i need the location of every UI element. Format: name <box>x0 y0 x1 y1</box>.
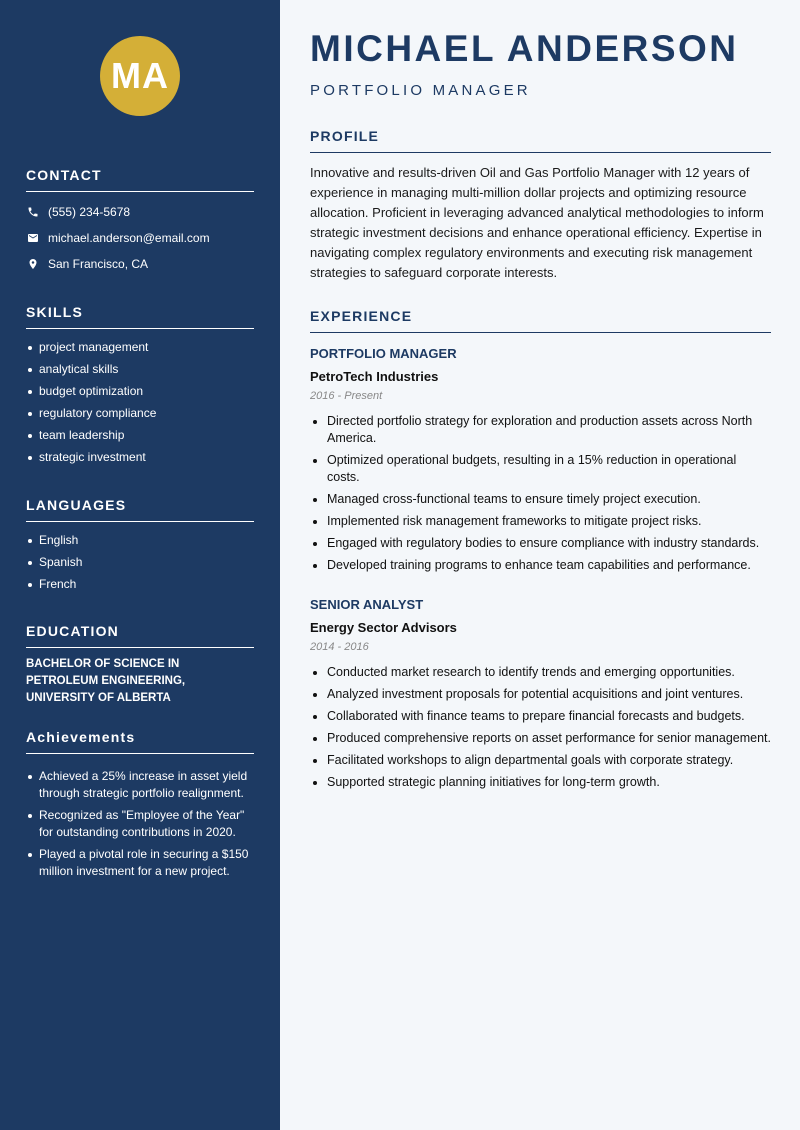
phone-text: (555) 234-5678 <box>48 205 131 219</box>
language-item: French <box>26 576 254 592</box>
skill-item: strategic investment <box>26 449 254 465</box>
job-bullet: Analyzed investment proposals for potential acquisitions and joint ventures. <box>310 686 772 703</box>
contact-section <box>26 167 254 272</box>
achievement-item: Played a pivotal role in securing a $150 million investment for a new project. <box>26 846 254 880</box>
skill-item: project management <box>26 339 254 355</box>
language-item: English <box>26 532 254 548</box>
email-text: michael.anderson@email.com <box>48 231 210 245</box>
job-bullet: Managed cross-functional teams to ensure timely project execution. <box>310 491 772 508</box>
skill-item: regulatory compliance <box>26 405 254 421</box>
skill-item: budget optimization <box>26 383 254 399</box>
experience-heading: EXPERIENCE <box>310 308 771 333</box>
education-section <box>26 623 254 707</box>
job-dates: 2016 - Present <box>310 390 383 402</box>
achievements-heading: Achievements <box>26 729 254 754</box>
skill-item: team leadership <box>26 427 254 443</box>
languages-section <box>26 497 254 598</box>
job-bullets <box>310 664 772 791</box>
skills-list <box>26 339 254 465</box>
job-entry <box>310 597 772 796</box>
job-role: PORTFOLIO MANAGER <box>310 346 457 361</box>
job-bullet: Facilitated workshops to align departmental goals with corporate strategy. <box>310 752 772 769</box>
job-bullet: Produced comprehensive reports on asset performance for senior management. <box>310 730 772 747</box>
contact-heading: CONTACT <box>26 167 254 192</box>
job-entry <box>310 346 772 579</box>
languages-heading: LANGUAGES <box>26 497 254 522</box>
job-bullet: Directed portfolio strategy for exploration and production assets across North America. <box>310 413 772 447</box>
skills-heading: SKILLS <box>26 304 254 329</box>
languages-list <box>26 532 254 592</box>
phone-icon <box>26 205 40 219</box>
location-pin-icon <box>26 257 40 271</box>
job-bullets <box>310 413 772 574</box>
job-bullet: Collaborated with finance teams to prepare financial forecasts and budgets. <box>310 708 772 725</box>
skills-section <box>26 304 254 471</box>
job-dates: 2014 - 2016 <box>310 641 369 653</box>
achievement-item: Achieved a 25% increase in asset yield through strategic portfolio realignment. <box>26 768 254 802</box>
main-content <box>280 0 800 1130</box>
achievements-section <box>26 729 254 885</box>
job-bullet: Conducted market research to identify trends and emerging opportunities. <box>310 664 772 681</box>
education-heading: EDUCATION <box>26 623 254 648</box>
mail-icon <box>26 231 40 245</box>
contact-phone <box>26 204 254 220</box>
achievements-list <box>26 768 254 880</box>
job-title-header: PORTFOLIO MANAGER <box>310 82 531 99</box>
profile-heading: PROFILE <box>310 128 771 153</box>
job-bullet: Developed training programs to enhance team capabilities and performance. <box>310 557 772 574</box>
location-text: San Francisco, CA <box>48 257 149 271</box>
profile-text: Innovative and results-driven Oil and Gas Portfolio Manager with 12 years of experience in managing multi-million dollar projects and optimizing resource allocation. Proficient in leveraging advanced analytical methodologies to inform strategic investment decisions and enhance operational efficiency. Expertise in navigating complex regulatory environments and executing risk management strategies to safeguard corporate interests. <box>310 165 764 280</box>
job-company: PetroTech Industries <box>310 369 439 384</box>
achievement-item: Recognized as "Employee of the Year" for outstanding contributions in 2020. <box>26 807 254 841</box>
language-item: Spanish <box>26 554 254 570</box>
job-bullet: Implemented risk management frameworks to mitigate project risks. <box>310 513 772 530</box>
job-role: SENIOR ANALYST <box>310 597 424 612</box>
avatar: MA <box>100 36 180 116</box>
contact-location <box>26 256 254 272</box>
sidebar <box>0 0 280 1130</box>
education-degree: BACHELOR OF SCIENCE IN PETROLEUM ENGINEERING, UNIVERSITY OF ALBERTA <box>26 658 186 704</box>
contact-email <box>26 230 254 246</box>
job-bullet: Optimized operational budgets, resulting in a 15% reduction in operational costs. <box>310 452 772 486</box>
skill-item: analytical skills <box>26 361 254 377</box>
candidate-name: MICHAEL ANDERSON <box>310 28 739 69</box>
job-bullet: Supported strategic planning initiatives for long-term growth. <box>310 774 772 791</box>
job-company: Energy Sector Advisors <box>310 620 457 635</box>
job-bullet: Engaged with regulatory bodies to ensure compliance with industry standards. <box>310 535 772 552</box>
